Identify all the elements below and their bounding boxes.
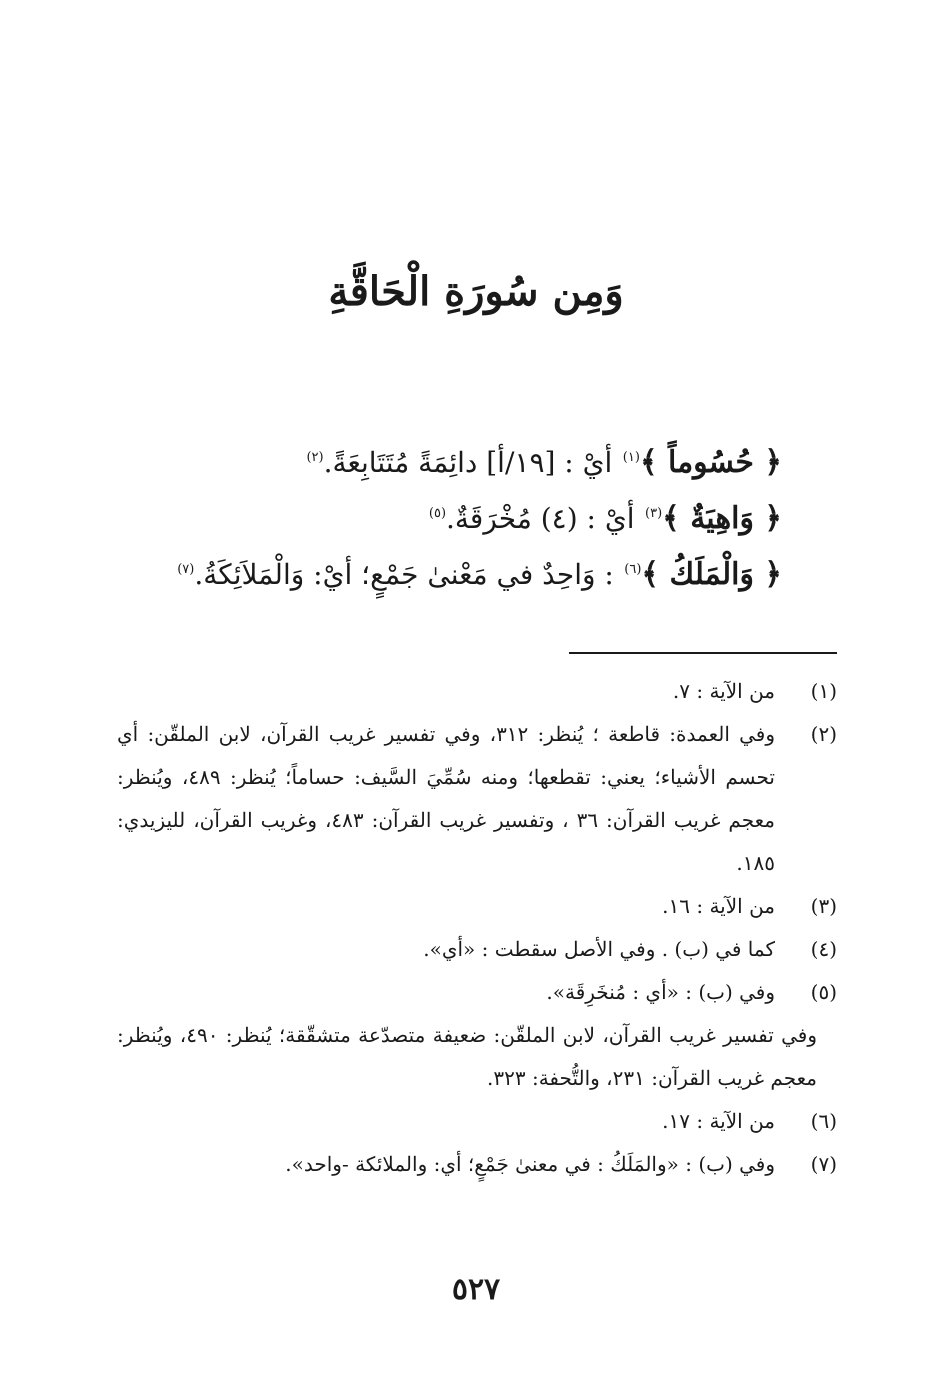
footnote-ref: (٥) bbox=[428, 506, 447, 521]
verse-gloss-line bbox=[142, 430, 782, 486]
gloss-text: أيْ : [١٩/أ] دائِمَةً مُتَتَابِعَةً. bbox=[323, 446, 613, 479]
gloss-text: : وَاحِدٌ في مَعْنىٰ جَمْعٍ؛ أيْ: وَالْمَلاَئِكَةُ. bbox=[194, 558, 614, 591]
footnote bbox=[117, 713, 837, 885]
footnote-text: من الآية : ١٦. bbox=[662, 894, 775, 918]
footnote-continuation: وفي تفسير غريب القرآن، لابن الملقّن: ضعيفة متصدّعة متشقّقة؛ يُنظر: ٤٩٠، ويُنظر: معجم غريب القرآن: ٢٣١، والتُّحفة: ٣٢٣. bbox=[117, 1023, 817, 1090]
footnote-text: من الآية : ١٧. bbox=[662, 1109, 775, 1133]
footnote-separator bbox=[569, 652, 837, 654]
footnote-number: (٥) bbox=[810, 980, 837, 1004]
footnote-ref: (٣) bbox=[645, 506, 663, 521]
footnote-text: وفي العمدة: قاطعة ؛ يُنظر: ٣١٢، وفي تفسير غريب القرآن، لابن الملقّن: أي تحسم الأشياء؛ يعني: تقطعها؛ ومنه سُمِّيَ السَّيف: حساماً؛ يُنظر: ٤٨٩، ويُنظر: معجم غريب القرآن: ٣٦ ، وتفسير غريب القرآن: ٤٨٣، وغريب القرآن، لليزيدي: ١٨٥. bbox=[117, 722, 775, 875]
footnote-ref: (٦) bbox=[624, 562, 642, 577]
footnote bbox=[117, 1100, 837, 1143]
footnotes bbox=[117, 670, 837, 1186]
footnote-text: من الآية : ٧. bbox=[672, 679, 775, 703]
verse-gloss-line bbox=[142, 542, 782, 598]
verse-gloss-line bbox=[142, 486, 782, 542]
footnote-number: (٢) bbox=[810, 722, 837, 746]
footnote-number: (٧) bbox=[810, 1152, 837, 1176]
footnote bbox=[117, 1143, 837, 1186]
footnote-number: (١) bbox=[810, 679, 837, 703]
footnote-number: (٤) bbox=[810, 937, 837, 961]
footnote-number: (٦) bbox=[810, 1109, 837, 1133]
quranic-word: ﴿ وَالْمَلَكُ ﴾ bbox=[641, 557, 782, 592]
footnote-text: وفي (ب) : «والمَلَكُ : في معنىٰ جَمْعٍ؛ أي: والملائكة -واحد». bbox=[285, 1152, 775, 1176]
footnote-ref: (٢) bbox=[306, 450, 324, 465]
footnote bbox=[117, 670, 837, 713]
quranic-word: ﴿ وَاهِيَةٌ ﴾ bbox=[662, 501, 782, 536]
footnote-text: كما في (ب) . وفي الأصل سقطت : «أي». bbox=[423, 937, 775, 961]
footnote bbox=[117, 928, 837, 971]
verse-glosses bbox=[142, 430, 782, 598]
footnote-text: وفي (ب) : «أي : مُنخَرِقَة». bbox=[546, 980, 775, 1004]
footnote-ref: (١) bbox=[622, 450, 640, 465]
page-number: ٥٢٧ bbox=[451, 1272, 501, 1307]
footnote bbox=[117, 971, 837, 1014]
footnote-ref: (٧) bbox=[177, 562, 195, 577]
gloss-text: أيْ : (٤) مُخْرَقَةٌ. bbox=[446, 502, 635, 535]
footnote-number: (٣) bbox=[810, 894, 837, 918]
quranic-word: ﴿ حُسُوماً ﴾ bbox=[639, 445, 782, 480]
footnote bbox=[117, 885, 837, 928]
surah-heading: وَمِن سُورَةِ الْحَاقَّةِ bbox=[328, 268, 624, 315]
